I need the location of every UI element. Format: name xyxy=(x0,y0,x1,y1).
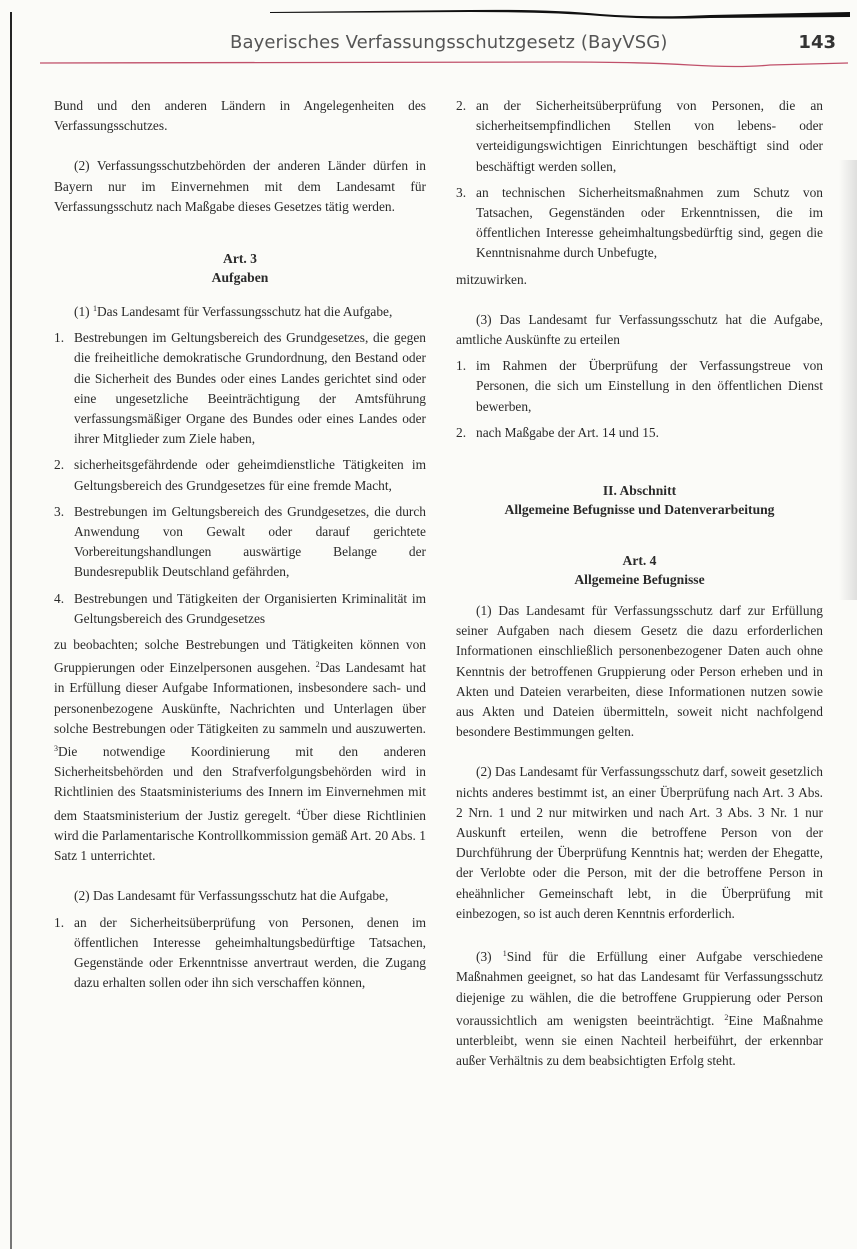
list-item: 2. nach Maßgabe der Art. 14 und 15. xyxy=(456,424,659,440)
art4-para2: (2) Das Landesamt für Verfassungsschutz darf, soweit gesetzlich nichts anderes bestimmt ist, an einer Überprüfung nach Art. 3 Abs. 2 Nrn. 1 und 2 nur mitwirken und nach Art. 3 Abs. 3 Nr. 1 nur Auskunft erteilen, wenn die betroffene Person von der Durchführung der Überprüfung Kenntnis hat; werden der Ehegatte, der Verlobte oder die Person, mit der die betroffene Person in eheähnlicher Gemeinschaft lebt, in die Überprüfung mit einbezogen, so ist auch deren Kenntnis erforderlich. xyxy=(456,764,823,921)
list-item: 3. an technischen Sicherheitsmaßnahmen zum Schutz von Tatsachen, Gegenständen oder Erkenntnissen, die im öffentlichen Interesse geheimhaltungsbedürftig sind, gegen die Kenntnisnahme durch Unbefugte, xyxy=(456,184,823,261)
list-item: 4. Bestrebungen und Tätigkeiten der Organisierten Kriminalität im Geltungsbereich des Grundgesetzes xyxy=(54,590,426,626)
list-item: 1. Bestrebungen im Geltungsbereich des Grundgesetzes, die gegen die freiheitliche demokratische Grundordnung, den Bestand oder die Sicherheit des Bundes oder eines Landes gerichtet sind oder eine ungesetzliche Beeinträchtigung der Amtsführung verfassungsmäßiger Organe des Bundes oder eines Landes oder ihrer Mitglieder zum Ziele haben, xyxy=(54,330,426,447)
art4-title: Allgemeine Befugnisse xyxy=(574,572,705,588)
section-title: Allgemeine Befugnisse und Datenverarbeitung xyxy=(504,502,775,518)
list-item: 2. sicherheitsgefährdende oder geheimdienstliche Tätigkeiten im Geltungsbereich des Grundgesetzes für eine fremde Macht, xyxy=(54,457,426,493)
art3-para1-list xyxy=(54,328,426,629)
running-header xyxy=(40,30,848,64)
page-number: 143 xyxy=(798,32,836,53)
left-column xyxy=(54,96,426,999)
art3-para3-list xyxy=(456,356,823,443)
art2-paragraph-2: (2) Verfassungsschutzbehörden der anderen Länder dürfen in Bayern nur im Einvernehmen mit dem Landesamt für Verfassungsschutz nach Maßgabe dieses Gesetzes tätig werden. xyxy=(54,158,426,214)
art3-para2-list-cont xyxy=(456,96,823,264)
art3-title: Aufgaben xyxy=(211,270,269,286)
section-number: II. Abschnitt xyxy=(602,483,677,499)
page-binding-line xyxy=(10,12,12,1249)
list-item: 1. an der Sicherheitsüberprüfung von Personen, denen im öffentlichen Interesse geheimhaltungsbedürftige Tatsachen, Gegenstände oder Erkenntnisse anvertraut werden, die Zugang dazu erhalten sollen oder ihn sich verschaffen können, xyxy=(54,914,426,991)
list-item: 2. an der Sicherheitsüberprüfung von Personen, die an sicherheitsempfindlichen Stellen von lebens- oder verteidigungswichtigen Einrichtungen beschäftigt sind oder beschäftigt werden sollen, xyxy=(456,98,823,174)
art3-para2-list xyxy=(54,913,426,994)
list-item: 1. im Rahmen der Überprüfung der Verfassungstreue von Personen, die sich um Einstellung in den öffentlichen Dienst bewerben, xyxy=(456,358,823,414)
art4-number: Art. 4 xyxy=(622,553,657,569)
art3-para2-closing: mitzuwirken. xyxy=(456,271,528,287)
continuation-text: Bund und den anderen Ländern in Angelegenheiten des Verfassungsschutzes. xyxy=(54,98,426,134)
art3-number: Art. 3 xyxy=(223,251,257,267)
page-edge-shadow xyxy=(839,160,857,600)
art3-para1-closing: zu beobachten; solche Bestrebungen und Tätigkeiten können von Gruppierungen oder Einzelpersonen ausgehen. $^2$Das Landesamt hat in Erfüllung dieser Aufgabe Informationen, insbesondere sach- und personenbezogene Auskünfte, Nachrichten und Unterlagen über solche Bestrebungen oder Tätigkeiten zu sammeln und auszuwerten. $^3$Die notwendige Koordinierung mit den anderen Sicherheitsbehörden und den Strafverfolgungsbehörden wird in Richtlinien des Staatsministeriums des Innern im Einvernehmen mit dem Staatsministerium der Justiz geregelt. $^4$Über diese Richtlinien wird die Parlamentarische Kontrollkommission gemäß Art. 20 Abs. 1 Satz 1 unterrichtet. xyxy=(54,637,426,864)
art3-para1-intro: (1) $^1$Das Landesamt für Verfassungsschutz hat die Aufgabe, xyxy=(74,304,393,320)
list-item: 3. Bestrebungen im Geltungsbereich des Grundgesetzes, die durch Anwendung von Gewalt oder darauf gerichtete Vorbereitungshandlungen auswärtige Belange der Bundesrepublik Deutschland gefährden, xyxy=(54,503,426,580)
right-column xyxy=(456,96,823,1071)
art4-para3: (3) $^1$Sind für die Erfüllung einer Aufgabe verschiedene Maßnahmen geeignet, so hat das Landesamt für Verfassungsschutz diejenige zu wählen, die die betroffene Gruppierung oder Person voraussichtlich am wenigsten beeinträchtigt. $^2$Eine Maßnahme unterbleibt, wenn sie einen Nachteil herbeiführt, der erkennbar außer Verhältnis zu dem beabsichtigten Erfolg steht. xyxy=(456,949,824,1069)
header-title: Bayerisches Verfassungsschutzgesetz (BayVSG) xyxy=(230,32,668,53)
art3-para3-intro: (3) Das Landesamt fur Verfassungsschutz hat die Aufgabe, amtliche Auskünfte zu erteilen xyxy=(456,311,823,348)
top-edge-scan-artifact xyxy=(270,6,850,18)
art3-para2-intro: (2) Das Landesamt für Verfassungsschutz hat die Aufgabe, xyxy=(74,888,389,904)
header-rule xyxy=(40,60,848,68)
art4-para1: (1) Das Landesamt für Verfassungsschutz darf zur Erfüllung seiner Aufgaben nach diesem Gesetz die dazu erforderlichen Informationen einschließlich personenbezogener Daten auch ohne Kenntnis der betroffenen Gruppierung oder Person erheben und in Akten und Dateien verarbeiten, diese Informationen nutzen sowie aus Akten und Dateien übermitteln, soweit nicht nachfolgend besondere Bestimmungen gelten. xyxy=(456,603,823,740)
